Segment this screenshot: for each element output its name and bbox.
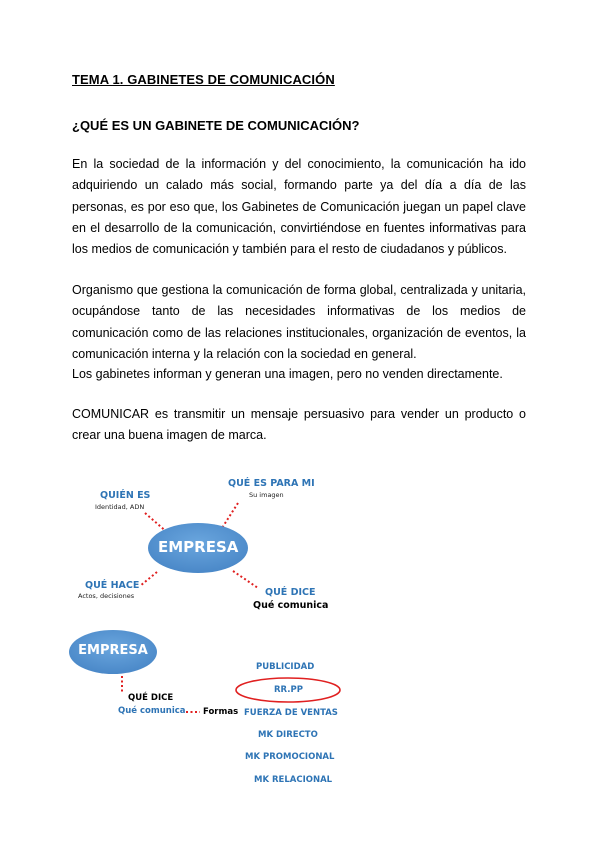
que-dice-sublabel: Qué comunica [253, 600, 329, 611]
paragraph-intro: En la sociedad de la información y del conocimiento, la comunicación ha ido adquiriendo un calado más social, formando parte ya del día a día de las personas, es por eso que, los Gabinetes de Comunicación juegan un papel clave en el desarrollo de la comunicación, convirtiéndose en fuentes informativas para los medios de comunicación y también para el resto de ciudadanos y públicos. [72, 157, 526, 257]
quien-es-sublabel: Identidad, ADN [95, 503, 145, 511]
que-hace-label: QUÉ HACE [85, 580, 140, 591]
list-item-mk-promocional: MK PROMOCIONAL [245, 752, 335, 762]
section-heading: ¿QUÉ ES UN GABINETE DE COMUNICACIÓN? [72, 118, 360, 133]
connector-que-hace [140, 572, 157, 586]
que-es-para-mi-label: QUÉ ES PARA MI [228, 478, 315, 489]
empresa-label-1: EMPRESA [158, 538, 239, 556]
list-item-publicidad: PUBLICIDAD [256, 662, 315, 672]
list-item-fuerza-de-ventas: FUERZA DE VENTAS [244, 708, 338, 718]
list-item-mk-directo: MK DIRECTO [258, 730, 318, 740]
que-es-para-mi-sublabel: Su imagen [249, 491, 284, 499]
list-item-rrpp: RR.PP [274, 685, 303, 695]
quien-es-label: QUIÉN ES [100, 490, 151, 501]
connector-que-es-para-mi [222, 503, 238, 528]
que-hace-sublabel: Actos, decisiones [78, 592, 135, 600]
paragraph-definition: Organismo que gestiona la comunicación de forma global, centralizada y unitaria, ocupándose tanto de las necesidades informativas de los medios de comunicación como de las relaciones institucionales, organización de eventos, la comunicación interna y la relación con la sociedad en general. [72, 283, 526, 361]
paragraph-gabinetes: Los gabinetes informan y generan una imagen, pero no venden directamente. [72, 367, 503, 381]
que-dice-label: QUÉ DICE [265, 587, 316, 598]
que-comunica-label: Qué comunica [118, 706, 186, 716]
connector-que-dice [233, 571, 258, 588]
paragraph-comunicar: COMUNICAR es transmitir un mensaje persuasivo para vender un producto o crear una buena imagen de marca. [72, 407, 526, 443]
empresa-label-2: EMPRESA [78, 643, 148, 658]
page-title: TEMA 1. GABINETES DE COMUNICACIÓN [72, 72, 335, 87]
formas-label: Formas [203, 707, 239, 717]
que-dice-label-2: QUÉ DICE [128, 693, 174, 703]
list-item-mk-relacional: MK RELACIONAL [254, 775, 333, 785]
